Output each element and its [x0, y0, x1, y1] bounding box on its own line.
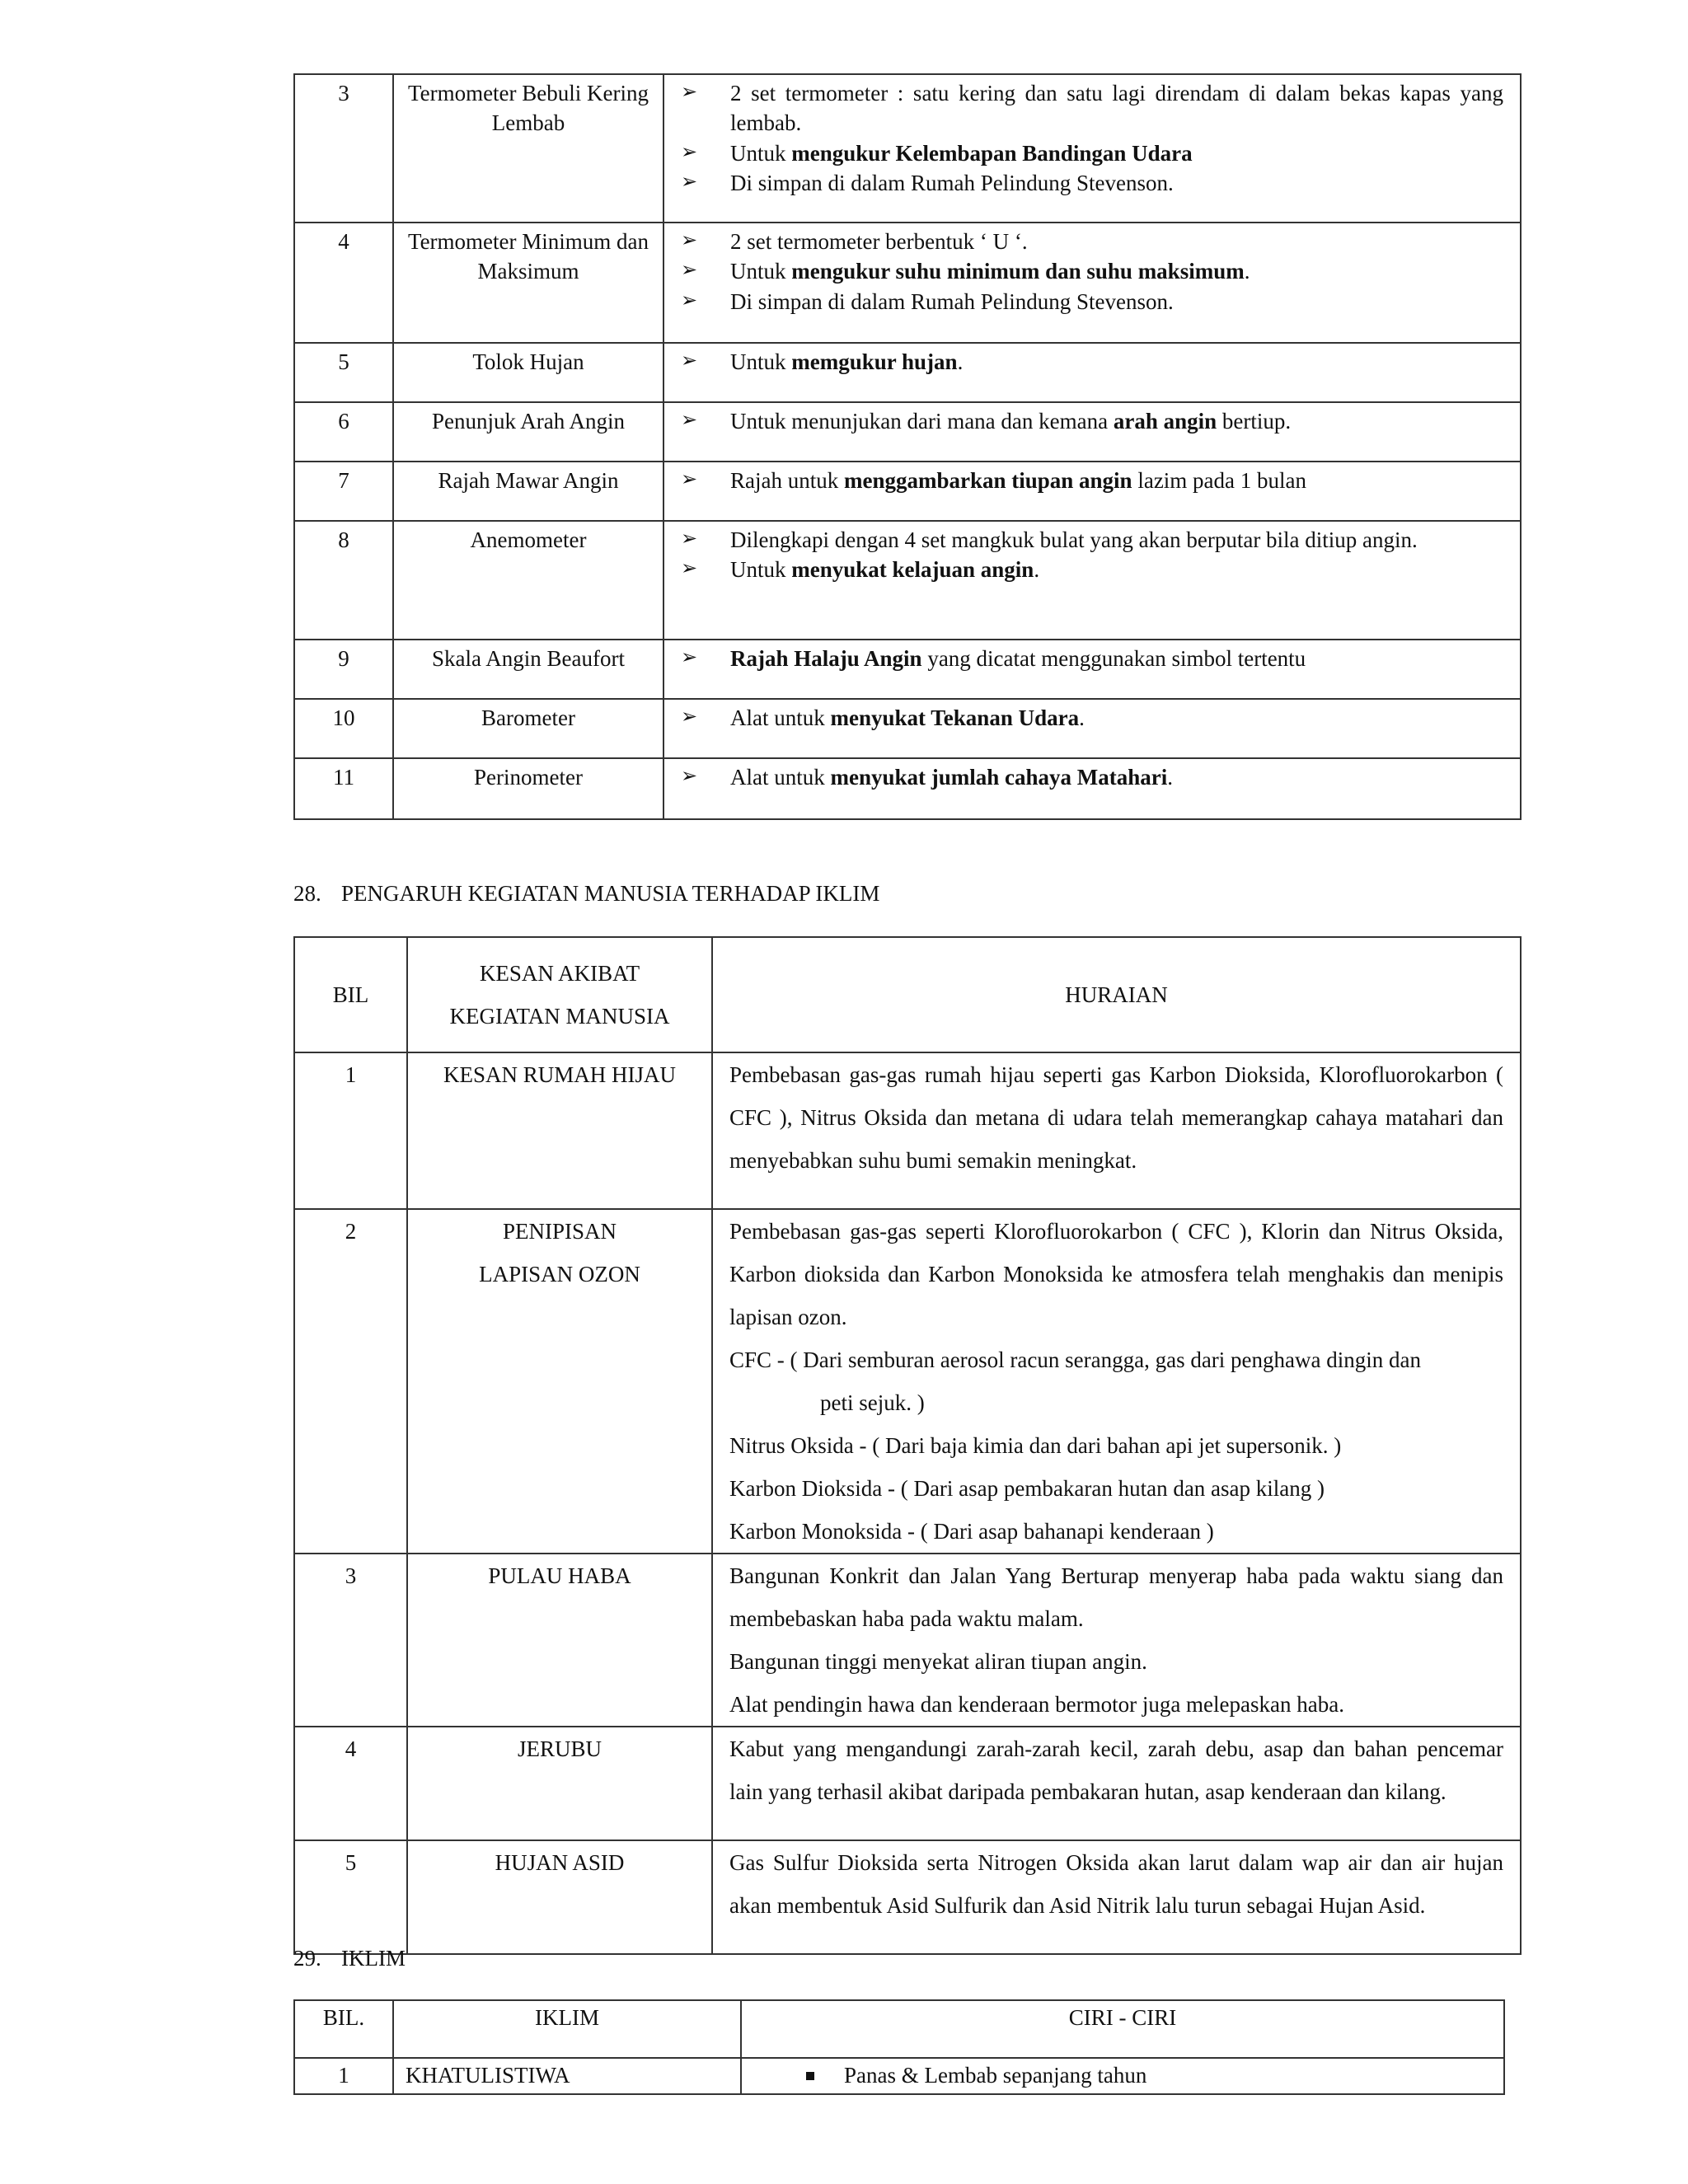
row-huraian — [712, 1554, 1521, 1727]
huraian-paragraph: Bangunan Konkrit dan Jalan Yang Berturap menyerap haba pada waktu siang dan membebaskan haba pada waktu malam. — [729, 1563, 1503, 1631]
climate-row — [294, 2058, 1504, 2094]
bullet-item — [681, 466, 1503, 495]
arrow-bullet-icon: ➢ — [681, 228, 698, 251]
instrument-name: Penunjuk Arah Angin — [393, 402, 663, 462]
bold-text: menggambarkan tiupan angin — [843, 468, 1132, 493]
bullet-list — [681, 78, 1503, 199]
instrument-description — [663, 521, 1521, 640]
huraian-paragraph: Pembebasan gas-gas seperti Klorofluorokarbon ( CFC ), Klorin dan Nitrus Oksida, Karbon dioksida dan Karbon Monoksida ke atmosfera telah menghakis dan menipis lapisan ozon. — [729, 1219, 1503, 1329]
instrument-number: 7 — [294, 462, 393, 521]
huraian-paragraph: Nitrus Oksida - ( Dari baja kimia dan dari bahan api jet supersonik. ) — [729, 1433, 1342, 1458]
arrow-bullet-icon: ➢ — [681, 764, 698, 787]
section-29-heading — [293, 1943, 406, 1973]
bullet-item — [681, 78, 1503, 138]
text: lazim pada 1 bulan — [1132, 468, 1307, 493]
instrument-name: Anemometer — [393, 521, 663, 640]
bullet-item — [681, 138, 1503, 168]
instrument-name: Skala Angin Beaufort — [393, 640, 663, 699]
text: Untuk — [730, 349, 792, 374]
activity-row — [294, 1554, 1521, 1727]
instrument-number: 8 — [294, 521, 393, 640]
section-28-number: 28. — [293, 881, 321, 906]
header-kesan-line1: KESAN AKIBAT — [479, 961, 640, 986]
text: Di simpan di dalam Rumah Pelindung Stevenson. — [730, 288, 1174, 314]
instrument-row — [294, 74, 1521, 223]
arrow-bullet-icon: ➢ — [681, 527, 698, 550]
arrow-bullet-icon: ➢ — [681, 80, 698, 103]
instrument-description — [663, 758, 1521, 819]
text: Alat untuk — [730, 705, 831, 730]
bold-text: menyukat kelajuan angin — [791, 557, 1034, 583]
text: Di simpan di dalam Rumah Pelindung Stevenson. — [730, 171, 1174, 196]
square-bullet-icon — [806, 2072, 814, 2080]
bullet-item — [681, 227, 1503, 256]
arrow-bullet-icon: ➢ — [681, 408, 698, 431]
climate-table — [293, 1999, 1505, 2095]
header-bil: BIL. — [294, 2000, 393, 2058]
text: . — [1244, 259, 1250, 284]
bullet-list — [681, 347, 1503, 377]
header-bil: BIL — [294, 937, 407, 1052]
bullet-item — [681, 555, 1503, 584]
bold-text: memgukur hujan — [791, 349, 958, 374]
instrument-row — [294, 223, 1521, 343]
bullet-item — [681, 525, 1503, 555]
header-kesan-line2: KEGIATAN MANUSIA — [449, 1004, 670, 1029]
section-29-title: IKLIM — [341, 1946, 406, 1971]
row-kesan — [407, 1840, 712, 1954]
bullet-list — [681, 406, 1503, 436]
instrument-row — [294, 402, 1521, 462]
feature-text: Panas & Lembab sepanjang tahun — [844, 2063, 1147, 2088]
bold-text: arah angin — [1113, 409, 1217, 434]
row-kesan — [407, 1554, 712, 1727]
instrument-number: 5 — [294, 343, 393, 402]
text: bertiup. — [1217, 409, 1292, 434]
text: . — [957, 349, 964, 374]
activity-row — [294, 1727, 1521, 1840]
huraian-paragraph: Bangunan tinggi menyekat aliran tiupan angin. — [729, 1649, 1147, 1674]
header-huraian: HURAIAN — [712, 937, 1521, 1052]
section-28-heading — [293, 879, 879, 908]
huraian-paragraph: Gas Sulfur Dioksida serta Nitrogen Oksida akan larut dalam wap air dan air hujan akan membentuk Asid Sulfurik dan Asid Nitrik lalu turun sebagai Hujan Asid. — [729, 1850, 1503, 1918]
instrument-description — [663, 640, 1521, 699]
bullet-item — [681, 644, 1503, 673]
row-kesan — [407, 1209, 712, 1554]
human-activity-table — [293, 936, 1522, 1955]
bullet-item — [681, 287, 1503, 316]
bold-text: menyukat jumlah cahaya Matahari — [830, 765, 1168, 790]
row-huraian — [712, 1840, 1521, 1954]
huraian-paragraph: Kabut yang mengandungi zarah-zarah kecil, zarah debu, asap dan bahan pencemar lain yang terhasil akibat daripada pembakaran hutan, asap kenderaan dan kilang. — [729, 1736, 1503, 1804]
row-kesan — [407, 1052, 712, 1209]
bullet-item — [681, 347, 1503, 377]
kesan-line: JERUBU — [517, 1736, 602, 1761]
text: Untuk — [730, 557, 792, 583]
huraian-paragraph: Karbon Dioksida - ( Dari asap pembakaran hutan dan asap kilang ) — [729, 1476, 1325, 1501]
instrument-name: Tolok Hujan — [393, 343, 663, 402]
instrument-description — [663, 343, 1521, 402]
row-bil: 4 — [294, 1727, 407, 1840]
section-28-title: PENGARUH KEGIATAN MANUSIA TERHADAP IKLIM — [341, 881, 880, 906]
instrument-number: 11 — [294, 758, 393, 819]
arrow-bullet-icon: ➢ — [681, 705, 698, 728]
arrow-bullet-icon: ➢ — [681, 288, 698, 312]
kesan-line: KESAN RUMAH HIJAU — [443, 1062, 676, 1087]
bullet-list — [681, 762, 1503, 792]
text: 2 set termometer : satu kering dan satu lagi direndam di dalam bekas kapas yang lembab. — [730, 81, 1503, 136]
header-kesan — [407, 937, 712, 1052]
instrument-number: 4 — [294, 223, 393, 343]
row-kesan — [407, 1727, 712, 1840]
text: yang dicatat menggunakan simbol tertentu — [921, 646, 1306, 671]
kesan-line: HUJAN ASID — [495, 1850, 625, 1875]
instrument-row — [294, 521, 1521, 640]
row-huraian — [712, 1727, 1521, 1840]
instrument-number: 10 — [294, 699, 393, 758]
text: Untuk — [730, 140, 792, 166]
climate-features — [741, 2058, 1504, 2094]
instrument-name: Rajah Mawar Angin — [393, 462, 663, 521]
activity-row — [294, 1209, 1521, 1554]
header-iklim: IKLIM — [393, 2000, 741, 2058]
bullet-item — [681, 703, 1503, 733]
bullet-list — [681, 466, 1503, 495]
climate-name: KHATULISTIWA — [393, 2058, 741, 2094]
kesan-line: PULAU HABA — [488, 1563, 631, 1588]
instrument-description — [663, 462, 1521, 521]
text: Untuk — [730, 259, 792, 284]
huraian-paragraph: Alat pendingin hawa dan kenderaan bermotor juga melepaskan haba. — [729, 1692, 1344, 1717]
arrow-bullet-icon: ➢ — [681, 556, 698, 580]
activity-row — [294, 1840, 1521, 1954]
huraian-paragraph: peti sejuk. ) — [820, 1390, 925, 1415]
instrument-name: Termometer Minimum dan Maksimum — [393, 223, 663, 343]
text: Untuk menunjukan dari mana dan kemana — [730, 409, 1114, 434]
arrow-bullet-icon: ➢ — [681, 258, 698, 282]
bold-text: menyukat Tekanan Udara — [830, 705, 1080, 730]
instrument-description — [663, 74, 1521, 223]
text: . — [1034, 557, 1040, 583]
bullet-item — [681, 256, 1503, 286]
row-huraian — [712, 1209, 1521, 1554]
instrument-name: Barometer — [393, 699, 663, 758]
arrow-bullet-icon: ➢ — [681, 467, 698, 490]
instrument-row — [294, 758, 1521, 819]
row-huraian — [712, 1052, 1521, 1209]
instrument-number: 3 — [294, 74, 393, 223]
activity-row — [294, 1052, 1521, 1209]
text: . — [1167, 765, 1174, 790]
bullet-item — [681, 168, 1503, 198]
instrument-row — [294, 640, 1521, 699]
climate-bil: 1 — [294, 2058, 393, 2094]
huraian-paragraph: CFC - ( Dari semburan aerosol racun serangga, gas dari penghawa dingin dan — [729, 1347, 1421, 1372]
row-bil: 3 — [294, 1554, 407, 1727]
bullet-item — [681, 762, 1503, 792]
bullet-list — [681, 227, 1503, 316]
huraian-paragraph: Karbon Monoksida - ( Dari asap bahanapi kenderaan ) — [729, 1519, 1214, 1544]
bullet-list — [681, 703, 1503, 733]
instrument-row — [294, 462, 1521, 521]
instrument-row — [294, 343, 1521, 402]
row-bil: 2 — [294, 1209, 407, 1554]
arrow-bullet-icon: ➢ — [681, 645, 698, 668]
bold-text: Rajah Halaju Angin — [730, 646, 922, 671]
instrument-description — [663, 402, 1521, 462]
instrument-row — [294, 699, 1521, 758]
instrument-description — [663, 699, 1521, 758]
text: . — [1079, 705, 1085, 730]
instrument-number: 6 — [294, 402, 393, 462]
bullet-list — [681, 644, 1503, 673]
bullet-item — [681, 406, 1503, 436]
bold-text: mengukur Kelembapan Bandingan Udara — [791, 140, 1193, 166]
section-29-number: 29. — [293, 1946, 321, 1971]
kesan-line: LAPISAN OZON — [479, 1262, 640, 1286]
text: Dilengkapi dengan 4 set mangkuk bulat yang akan berputar bila ditiup angin. — [730, 527, 1418, 552]
huraian-paragraph: Pembebasan gas-gas rumah hijau seperti gas Karbon Dioksida, Klorofluorokarbon ( CFC ), Nitrus Oksida dan metana di udara telah memerangkap cahaya matahari dan menyebabkan suhu bumi semakin meningkat. — [729, 1062, 1503, 1173]
instrument-name: Termometer Bebuli Kering Lembab — [393, 74, 663, 223]
instrument-description — [663, 223, 1521, 343]
instrument-number: 9 — [294, 640, 393, 699]
header-ciri: CIRI - CIRI — [741, 2000, 1504, 2058]
text: 2 set termometer berbentuk ‘ U ‘. — [730, 229, 1028, 254]
bullet-list — [681, 525, 1503, 585]
kesan-line: PENIPISAN — [502, 1219, 617, 1244]
row-bil: 1 — [294, 1052, 407, 1209]
text: Rajah untuk — [730, 468, 844, 493]
arrow-bullet-icon: ➢ — [681, 349, 698, 372]
instruments-table — [293, 73, 1522, 820]
instrument-name: Perinometer — [393, 758, 663, 819]
row-bil: 5 — [294, 1840, 407, 1954]
arrow-bullet-icon: ➢ — [681, 139, 698, 163]
arrow-bullet-icon: ➢ — [681, 170, 698, 194]
text: Alat untuk — [730, 765, 831, 790]
bold-text: mengukur suhu minimum dan suhu maksimum — [791, 259, 1245, 284]
